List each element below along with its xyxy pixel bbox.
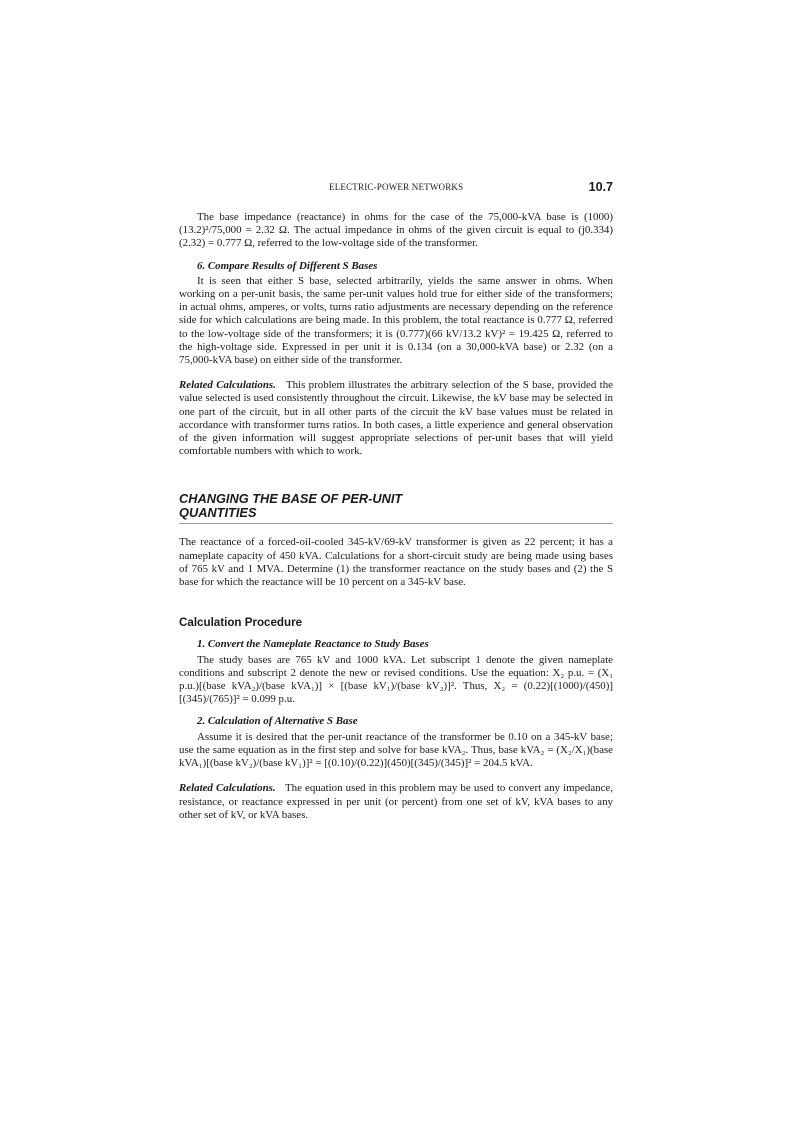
step-1-body: The study bases are 765 kV and 1000 kVA. Let subscript 1 denote the given nameplate conditions and subscript 2 denote the new or revised conditions. Use the equation: X₂ p.u. = (X₁ p.u.)[(base kVA₂)/(base kVA₁)] × [(base kV₁)/(base kV₂)]². Thus, X₂ = (0.22)[(1000)/(450)][(345)/(765)]² = 0.099 p.u. xyxy=(179,653,613,706)
step-2-heading: 2. Calculation of Alternative S Base xyxy=(197,715,358,728)
page-content xyxy=(179,211,613,822)
related-calculations-1-body: This problem illustrates the arbitrary selection of the S base, provided the value selected is used consistently throughout the circuit. Likewise, the kV base may be selected in one part of the circuit, but in all other parts of the circuit the kV base values must be related in accordance with transformer turns ratios. In both cases, a little experience and general observation of the given information will suggest appropriate selections of per-unit bases that will yield comfortable numbers with which to work. xyxy=(179,379,613,458)
related-calculations-label: Related Calculations. xyxy=(179,379,276,392)
section-heading xyxy=(179,492,613,524)
running-head xyxy=(179,181,613,195)
section-heading-line-2: QUANTITIES xyxy=(179,505,257,521)
related-calculations-2-body: The equation used in this problem may be used to convert any impedance, resistance, or reactance expressed in per unit (or percent) from one set of kV, kVA bases to any other set of kV, or kVA bases. xyxy=(179,782,613,821)
related-calculations-2 xyxy=(179,782,613,822)
related-calculations-1 xyxy=(179,379,613,458)
section-heading-line-1: CHANGING THE BASE OF PER-UNIT xyxy=(179,491,403,507)
page-number: 10.7 xyxy=(588,180,613,194)
step-2-body: Assume it is desired that the per-unit reactance of the transformer be 0.10 on a 345-kV base; use the same equation as in the first step and solve for base kVA₂. Thus, base kVA₂ = (X₂/X₁)(base kVA₁)[(base kV₂)/(base kV₁)]² = [(0.10)/(0.22)](450)[(345)/(345)]² = 204.5 kVA. xyxy=(179,730,613,770)
step-6-heading: 6. Compare Results of Different S Bases xyxy=(197,259,378,272)
calculation-procedure-heading: Calculation Procedure xyxy=(179,616,303,630)
step-1-heading: 1. Convert the Nameplate Reactance to Study Bases xyxy=(197,638,429,651)
step-6-body: It is seen that either S base, selected arbitrarily, yields the same answer in ohms. When working on a per-unit basis, the same per-unit values hold true for either side of the transformers; in actual ohms, amperes, or volts, turns ratio adjustments are necessary depending on the reference side for which calculations are being made. In this problem, the total reactance is 0.777 Ω, referred to the low-voltage side of the transformers; it is (0.777)(66 kV/13.2 kV)² = 19.425 Ω, referred to the high-voltage side. Expressed in per unit it is 0.134 (on a 30,000-kVA base) or 2.32 (on a 75,000-kVA base) on either side of the transformer. xyxy=(179,274,613,367)
intro-paragraph: The base impedance (reactance) in ohms for the case of the 75,000-kVA base is (1000)(13.2)²/75,000 = 2.32 Ω. The actual impedance in ohms of the given circuit is equal to (j0.334)(2.32) = 0.777 Ω, referred to the low-voltage side of the transformer. xyxy=(179,211,613,250)
running-head-title: ELECTRIC-POWER NETWORKS xyxy=(329,182,464,192)
problem-statement: The reactance of a forced-oil-cooled 345-kV/69-kV transformer is given as 22 percent; it has a nameplate capacity of 450 kVA. Calculations for a short-circuit study are being made using bases of 765 kV and 1 MVA. Determine (1) the transformer reactance on the study bases and (2) the S base for which the reactance will be 10 percent on a 345-kV base. xyxy=(179,536,613,589)
related-calculations-2-label: Related Calculations. xyxy=(179,782,276,795)
